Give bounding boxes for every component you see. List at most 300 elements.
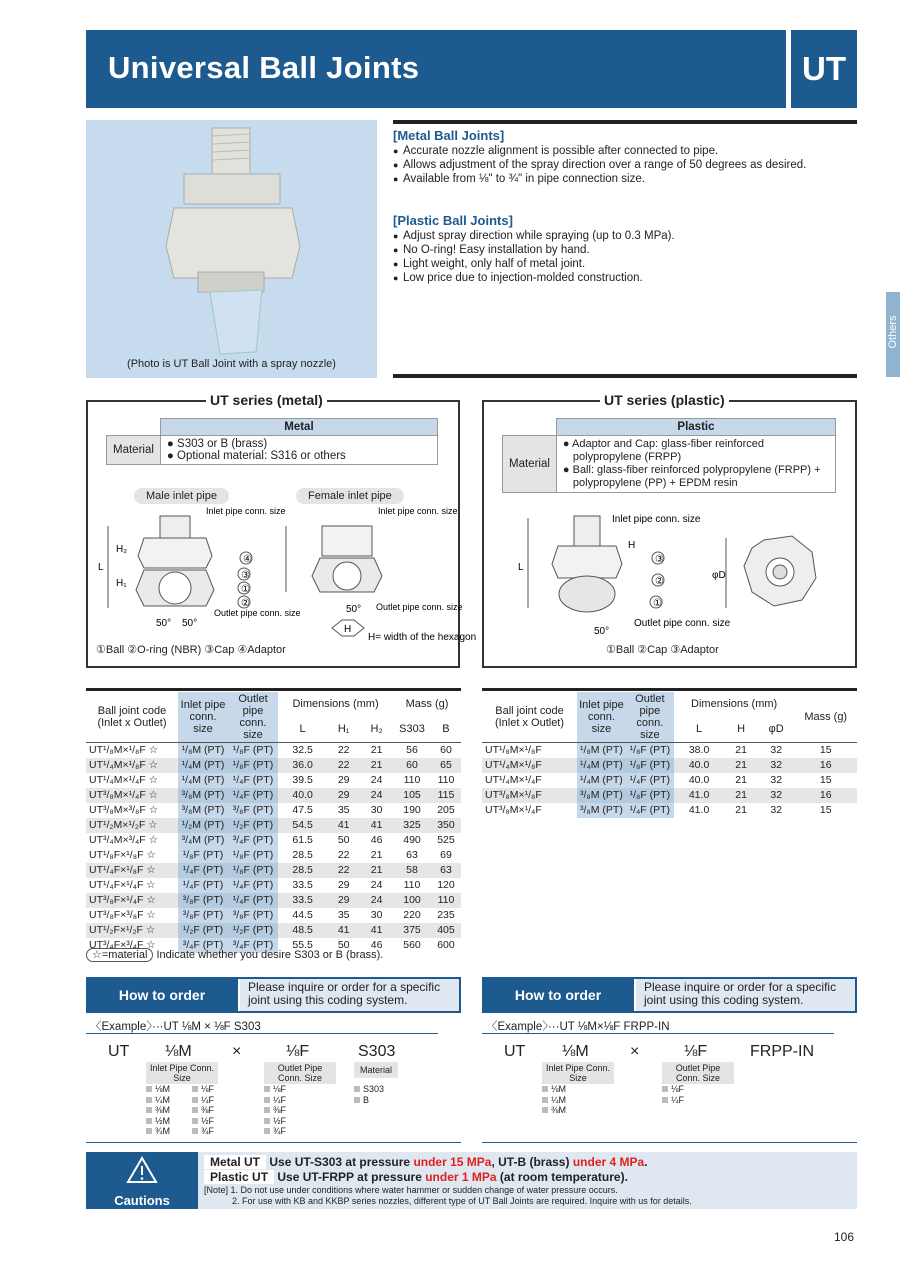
table-cell: 21 <box>724 758 758 773</box>
caution-text: . <box>644 1155 648 1169</box>
divider <box>393 374 857 378</box>
plastic-bullet: ● No O-ring! Easy installation by hand. <box>393 243 853 257</box>
code-part-inlet: ⅛M <box>165 1043 192 1060</box>
material-line: polypropylene (FRPP) <box>572 451 682 463</box>
order-metal-note: Please inquire or order for a specific joint using this coding system. <box>240 979 459 1011</box>
table-row <box>86 863 461 878</box>
col-inlet: Inlet pipe conn. size <box>577 692 626 743</box>
caution-text: Use UT-FRPP at pressure <box>277 1170 426 1184</box>
option: ⅜M <box>146 1105 170 1116</box>
plastic-box-title: UT series (plastic) <box>600 392 729 408</box>
col-dims: Dimensions (mm) <box>691 698 778 711</box>
metal-table-body <box>86 743 461 953</box>
table-cell: ¹/₄M (PT) <box>577 773 626 788</box>
table-cell: ¹/₈M (PT) <box>178 743 228 758</box>
order-metal-example: 〈Example〉···UT ⅛M × ⅛F S303 <box>90 1021 261 1033</box>
material-line: ● Ball: glass-fiber reinforced polypropylene (FRPP) + <box>562 464 821 476</box>
dim-H2: H₂ <box>116 544 128 555</box>
table-cell: ³/₈M (PT) <box>577 803 626 818</box>
table-cell: 120 <box>437 879 455 891</box>
plastic-bullet: ● Adjust spray direction while spraying (up to 0.3 MPa). <box>393 229 853 243</box>
angle-right: 50° <box>346 604 362 615</box>
table-cell: 110 <box>403 774 421 786</box>
inlet-size-label: Inlet Pipe Conn. Size <box>542 1062 614 1084</box>
col-inlet: Inlet pipe conn. size <box>178 692 228 743</box>
plastic-parts-legend: ①Ball ②Cap ③Adaptor <box>606 644 719 656</box>
col-code: Ball joint code (Inlet x Outlet) <box>482 692 577 743</box>
inlet-size-label-male: Inlet pipe conn. size <box>206 506 286 516</box>
table-cell: 22 <box>337 849 350 861</box>
plastic-table-body <box>482 743 857 818</box>
table-cell: ¹/₂M (PT) <box>178 818 228 833</box>
col-outlet: Outlet pipe conn. size <box>626 692 674 743</box>
table-row <box>86 788 461 803</box>
table-cell: ¹/₂F (PT) <box>178 923 228 938</box>
option: ½M <box>146 1116 170 1127</box>
table-cell: 44.5 <box>292 909 313 921</box>
caution-plastic-line <box>204 1170 628 1184</box>
metal-box-title: UT series (metal) <box>206 392 327 408</box>
caution-highlight: under 15 MPa <box>413 1155 492 1169</box>
inlet-options <box>542 1084 566 1116</box>
table-cell: ³/₈M (PT) <box>178 803 228 818</box>
cell-code: UT¹/₄M×¹/₈F ☆ <box>86 758 178 773</box>
option: ⅜M <box>542 1105 566 1116</box>
option: ¼F <box>192 1095 214 1106</box>
table-cell: ¹/₈F (PT) <box>178 848 228 863</box>
table-cell: ¹/₈F (PT) <box>228 863 278 878</box>
col-H1: H₁ <box>327 717 360 743</box>
material-line: polypropylene (PP) + EPDM resin <box>572 477 738 489</box>
table-row <box>482 803 857 818</box>
table-cell: 47.5 <box>292 804 313 816</box>
table-cell: 28.5 <box>292 849 313 861</box>
outlet-size-label-plastic: Outlet pipe conn. size <box>634 618 731 629</box>
cell-code: UT³/₈M×¹/₈F <box>482 788 577 803</box>
table-cell: 32.5 <box>292 744 313 757</box>
material-line: ● S303 or B (brass) <box>166 438 268 450</box>
plastic-diagram <box>492 508 852 640</box>
plastic-bullet: ● Low price due to injection-molded construction. <box>393 271 853 285</box>
table-cell: 21 <box>360 863 393 878</box>
table-cell: 22 <box>327 863 360 878</box>
star-note <box>86 948 383 961</box>
star-badge: ☆=material <box>86 948 153 962</box>
table-cell: ¹/₄F (PT) <box>178 863 228 878</box>
metal-bullet: ● Available from ⅛" to ¾" in pipe connection size. <box>393 172 853 186</box>
svg-text:②: ② <box>241 598 250 609</box>
inlet-m-options <box>146 1084 170 1137</box>
col-D: φD <box>758 717 794 743</box>
table-row <box>86 923 461 938</box>
table-cell: ³/₄M (PT) <box>178 833 228 848</box>
divider <box>86 1142 461 1143</box>
col-L: L <box>278 717 327 743</box>
table-cell: ³/₈F (PT) <box>178 893 228 908</box>
table-row <box>86 758 461 773</box>
table-cell: 60 <box>393 758 431 773</box>
col-H: H <box>724 717 758 743</box>
table-cell: ³/₈F (PT) <box>228 908 278 923</box>
code-part-ut: UT <box>504 1043 526 1060</box>
table-cell: 46 <box>370 834 383 846</box>
series-code: UT <box>791 30 857 108</box>
table-cell: 16 <box>794 758 857 773</box>
table-cell: 22 <box>327 758 360 773</box>
table-cell: 60 <box>440 744 452 757</box>
table-cell: 375 <box>393 923 431 938</box>
option: ⅛F <box>192 1084 214 1095</box>
table-cell: 21 <box>370 744 383 757</box>
table-cell: 32 <box>758 758 794 773</box>
table-row <box>86 848 461 863</box>
material-line: ● Optional material: S316 or others <box>166 450 346 462</box>
material-label: Material <box>503 436 557 493</box>
col-mass: Mass (g) <box>794 692 857 743</box>
option: ¾F <box>192 1126 214 1137</box>
code-part-material: FRPP-IN <box>750 1043 814 1060</box>
dim-L: L <box>98 562 104 573</box>
col-code: Ball joint code (Inlet x Outlet) <box>86 692 178 743</box>
table-cell: 41 <box>327 923 360 938</box>
table-cell: 58 <box>393 863 431 878</box>
table-cell: 41.0 <box>688 804 710 816</box>
table-cell: 69 <box>440 849 452 861</box>
cell-code: UT¹/₈M×¹/₈F <box>485 744 542 757</box>
code-part-times: × <box>232 1043 242 1060</box>
table-cell: 48.5 <box>278 923 327 938</box>
table-cell: ¹/₄F (PT) <box>228 773 278 788</box>
plastic-tag: Plastic UT <box>204 1170 274 1184</box>
table-cell: ¹/₄F (PT) <box>178 878 228 893</box>
table-row <box>86 878 461 893</box>
table-cell: 405 <box>431 923 461 938</box>
option: ½F <box>192 1116 214 1127</box>
plastic-material-header: Plastic <box>556 419 835 436</box>
code-part-times: × <box>630 1043 640 1060</box>
table-cell: 115 <box>431 788 461 803</box>
ball-joint-illustration <box>86 120 377 378</box>
outlet-options <box>264 1084 286 1137</box>
side-tab-others[interactable] <box>886 292 900 377</box>
table-cell: 33.5 <box>292 879 313 891</box>
table-cell: 35 <box>337 909 350 921</box>
angle-left: 50° <box>156 618 172 629</box>
dim-D-plastic: φD <box>712 570 726 581</box>
divider <box>393 120 857 124</box>
dim-L-plastic: L <box>518 562 524 573</box>
angle-mid: 50° <box>182 618 198 629</box>
table-cell: 33.5 <box>278 893 327 908</box>
option: ⅛M <box>146 1084 170 1095</box>
table-cell: 15 <box>819 744 832 757</box>
table-cell: 30 <box>370 909 383 921</box>
table-row <box>86 773 461 788</box>
table-cell: ¹/₄M (PT) <box>577 758 626 773</box>
table-cell: ³/₄F (PT) <box>228 938 278 953</box>
plastic-material-table <box>502 418 836 493</box>
col-dims: Dimensions (mm) <box>292 698 379 711</box>
table-cell: 40.0 <box>278 788 327 803</box>
table-cell: ¹/₄F (PT) <box>228 788 278 803</box>
dim-H-plastic: H <box>628 540 636 551</box>
table-cell: 190 <box>403 804 421 816</box>
plastic-spec-table <box>482 692 857 818</box>
side-tab-label: Others <box>887 315 899 349</box>
table-cell: 65 <box>431 758 461 773</box>
angle-plastic: 50° <box>594 626 610 637</box>
table-cell: 54.5 <box>278 818 327 833</box>
table-cell: 24 <box>360 788 393 803</box>
table-cell: ¹/₈M (PT) <box>577 743 626 758</box>
metal-diagram <box>96 506 477 656</box>
table-cell: 29 <box>337 774 350 786</box>
svg-text:③: ③ <box>241 570 250 581</box>
code-part-outlet: ⅛F <box>286 1043 310 1060</box>
table-cell: ¹/₂F (PT) <box>228 818 278 833</box>
cell-code: UT¹/₈F×¹/₈F ☆ <box>89 849 156 861</box>
table-cell: ³/₈F (PT) <box>178 908 228 923</box>
table-cell: 32 <box>770 774 783 786</box>
col-mass: Mass (g) <box>405 698 449 711</box>
table-cell: 21 <box>735 744 747 757</box>
table-cell: 40.0 <box>688 774 710 786</box>
code-part-material: S303 <box>358 1043 396 1060</box>
divider <box>482 1142 857 1143</box>
photo-caption: (Photo is UT Ball Joint with a spray nozzle) <box>127 358 336 370</box>
table-cell: ³/₄F (PT) <box>228 833 278 848</box>
option: ¼M <box>146 1095 170 1106</box>
cell-code: UT¹/₈M×¹/₈F ☆ <box>89 744 159 757</box>
table-cell: 35 <box>337 804 350 816</box>
caution-note-2: 2. For use with KB and KKBP series nozzles, different type of UT Ball Joints are required. Inquire with us for details. <box>232 1196 692 1206</box>
option: ⅛F <box>662 1084 684 1095</box>
table-cell: ¹/₈F (PT) <box>626 788 674 803</box>
cell-code: UT¹/₄M×¹/₄F ☆ <box>89 774 159 786</box>
table-cell: 21 <box>735 804 747 816</box>
option: ⅛M <box>542 1084 566 1095</box>
col-outlet: Outlet pipe conn. size <box>228 692 278 743</box>
plastic-bullets <box>393 229 853 285</box>
male-inlet-label: Male inlet pipe <box>134 488 229 504</box>
table-cell: 525 <box>437 834 455 846</box>
metal-bullet: ● Accurate nozzle alignment is possible after connected to pipe. <box>393 144 853 158</box>
material-label: Material <box>107 436 161 465</box>
cautions-label: Cautions <box>114 1193 170 1208</box>
table-cell: 110 <box>431 893 461 908</box>
table-cell: 100 <box>393 893 431 908</box>
option: ¾M <box>146 1126 170 1137</box>
table-cell: 41.0 <box>674 788 724 803</box>
svg-text:②: ② <box>655 576 664 587</box>
table-cell: ¹/₄F (PT) <box>228 878 278 893</box>
divider <box>482 688 857 691</box>
table-cell: 205 <box>437 804 455 816</box>
outlet-size-label-female: Outlet pipe conn. size <box>376 602 463 612</box>
table-cell: 24 <box>370 774 383 786</box>
table-cell: 110 <box>437 774 455 786</box>
col-H2: H₂ <box>360 717 393 743</box>
outlet-size-label-male: Outlet pipe conn. size <box>214 608 301 618</box>
table-row <box>86 893 461 908</box>
table-cell: 61.5 <box>292 834 313 846</box>
caution-metal-line <box>204 1155 648 1169</box>
col-B: B <box>431 717 461 743</box>
table-cell: 28.5 <box>278 863 327 878</box>
option: S303 <box>354 1084 384 1095</box>
inlet-size-label-plastic: Inlet pipe conn. size <box>612 514 701 525</box>
plastic-drawings <box>492 508 852 640</box>
cell-code: UT¹/₄F×¹/₄F ☆ <box>89 879 156 891</box>
table-row <box>86 803 461 818</box>
table-cell: 41 <box>327 818 360 833</box>
table-cell: ¹/₈F (PT) <box>626 743 674 758</box>
metal-bullets <box>393 144 853 186</box>
table-cell: 24 <box>370 879 383 891</box>
table-cell: ¹/₈F (PT) <box>228 743 278 758</box>
page-title: Universal Ball Joints <box>108 50 420 85</box>
cell-code: UT¹/₄F×¹/₈F ☆ <box>86 863 178 878</box>
metal-spec-table <box>86 692 461 953</box>
table-cell: ³/₈M (PT) <box>577 788 626 803</box>
table-cell: 600 <box>437 939 455 951</box>
col-S303: S303 <box>393 717 431 743</box>
page-number: 106 <box>834 1230 855 1244</box>
dim-H1: H₁ <box>116 578 127 589</box>
hex-label: H= width of the hexagon <box>368 632 477 643</box>
table-cell: 41 <box>360 923 393 938</box>
table-cell: 490 <box>403 834 421 846</box>
product-photo <box>86 120 377 378</box>
table-cell: 41 <box>360 818 393 833</box>
order-plastic-title: How to order <box>482 977 634 1013</box>
table-cell: ¹/₄F (PT) <box>626 773 674 788</box>
outlet-size-label: Outlet Pipe Conn. Size <box>662 1062 734 1084</box>
code-part-inlet: ⅛M <box>562 1043 589 1060</box>
inlet-size-label: Inlet Pipe Conn. Size <box>146 1062 218 1084</box>
table-row <box>482 773 857 788</box>
table-cell: 38.0 <box>688 744 710 757</box>
table-cell: 40.0 <box>674 758 724 773</box>
caution-text: , UT-B (brass) <box>491 1155 573 1169</box>
option: ½F <box>264 1116 286 1127</box>
table-row <box>482 758 857 773</box>
cell-code: UT³/₈M×¹/₄F <box>485 804 542 816</box>
table-cell: 63 <box>431 863 461 878</box>
svg-text:①: ① <box>241 584 250 595</box>
plastic-heading: [Plastic Ball Joints] <box>393 213 513 228</box>
metal-tag: Metal UT <box>204 1155 266 1169</box>
table-row <box>86 743 461 758</box>
metal-heading: [Metal Ball Joints] <box>393 128 505 143</box>
cell-code: UT³/₈M×³/₈F ☆ <box>89 804 159 816</box>
table-cell: ¹/₄M (PT) <box>178 758 228 773</box>
option: ¼F <box>264 1095 286 1106</box>
order-plastic-example: 〈Example〉···UT ⅛M×⅛F FRPP-IN <box>486 1021 670 1033</box>
cell-code: UT³/₈M×¹/₄F ☆ <box>86 788 178 803</box>
table-cell: 30 <box>370 804 383 816</box>
female-inlet-label: Female inlet pipe <box>296 488 404 504</box>
cell-code: UT¹/₂M×¹/₂F ☆ <box>86 818 178 833</box>
table-cell: ¹/₈F (PT) <box>228 848 278 863</box>
caution-highlight: under 4 MPa <box>572 1155 645 1169</box>
material-option-label: Material <box>354 1062 398 1078</box>
material-options <box>354 1084 384 1105</box>
table-cell: 50 <box>337 834 350 846</box>
table-cell: 110 <box>403 879 421 891</box>
table-cell: 29 <box>327 788 360 803</box>
table-cell: 36.0 <box>278 758 327 773</box>
table-cell: ³/₈M (PT) <box>178 788 228 803</box>
table-cell: 39.5 <box>292 774 313 786</box>
table-cell: ¹/₈F (PT) <box>228 758 278 773</box>
table-cell: 21 <box>735 774 747 786</box>
option: ¾F <box>264 1126 286 1137</box>
cell-code: UT³/₈F×³/₈F ☆ <box>89 909 156 921</box>
table-cell: 15 <box>819 804 832 816</box>
cell-code: UT¹/₄M×¹/₄F <box>485 774 542 786</box>
order-plastic-note: Please inquire or order for a specific joint using this coding system. <box>636 979 855 1011</box>
svg-text:④: ④ <box>243 554 252 565</box>
outlet-options <box>662 1084 684 1105</box>
table-cell: 325 <box>393 818 431 833</box>
table-cell: ¹/₄M (PT) <box>178 773 228 788</box>
table-cell: 21 <box>724 788 758 803</box>
order-metal-title: How to order <box>86 977 238 1013</box>
table-cell: 63 <box>406 849 418 861</box>
caution-highlight: under 1 MPa <box>425 1170 497 1184</box>
option: ⅛F <box>264 1084 286 1095</box>
code-part-outlet: ⅛F <box>684 1043 708 1060</box>
divider <box>86 688 461 691</box>
table-cell: 32 <box>770 804 783 816</box>
option: ¼M <box>542 1095 566 1106</box>
option: ¼F <box>662 1095 684 1106</box>
warning-icon <box>86 1152 198 1188</box>
table-cell: ³/₈F (PT) <box>228 803 278 818</box>
table-cell: ³/₄F (PT) <box>178 938 228 953</box>
option: B <box>354 1095 384 1106</box>
col-L: L <box>674 717 724 743</box>
option: ⅜F <box>264 1105 286 1116</box>
code-part-ut: UT <box>108 1043 130 1060</box>
metal-drawings <box>96 506 477 656</box>
inlet-f-options <box>192 1084 214 1137</box>
table-row <box>482 788 857 803</box>
table-cell: 32 <box>770 744 783 757</box>
caution-note-1: [Note] 1. Do not use under conditions where water hammer or sudden change of water pressure occurs. <box>204 1185 618 1195</box>
table-cell: 235 <box>437 909 455 921</box>
caution-text: (at room temperature). <box>496 1170 628 1184</box>
table-row <box>86 833 461 848</box>
table-cell: ¹/₄F (PT) <box>626 803 674 818</box>
table-cell: ¹/₈F (PT) <box>626 758 674 773</box>
table-cell: 21 <box>370 849 383 861</box>
table-cell: 29 <box>337 879 350 891</box>
metal-bullet: ● Allows adjustment of the spray direction over a range of 50 degrees as desired. <box>393 158 853 172</box>
table-row <box>86 908 461 923</box>
table-cell: 24 <box>360 893 393 908</box>
table-cell: 56 <box>406 744 418 757</box>
cell-code: UT³/₄F×³/₄F ☆ <box>89 939 156 951</box>
table-cell: 16 <box>794 788 857 803</box>
caution-text: Use UT-S303 at pressure <box>269 1155 414 1169</box>
table-cell: 560 <box>403 939 421 951</box>
star-text: Indicate whether you desire S303 or B (brass). <box>156 949 384 961</box>
dim-H: H <box>344 624 352 635</box>
metal-parts-legend: ①Ball ②O-ring (NBR) ③Cap ④Adaptor <box>96 644 286 656</box>
table-cell: 32 <box>758 788 794 803</box>
